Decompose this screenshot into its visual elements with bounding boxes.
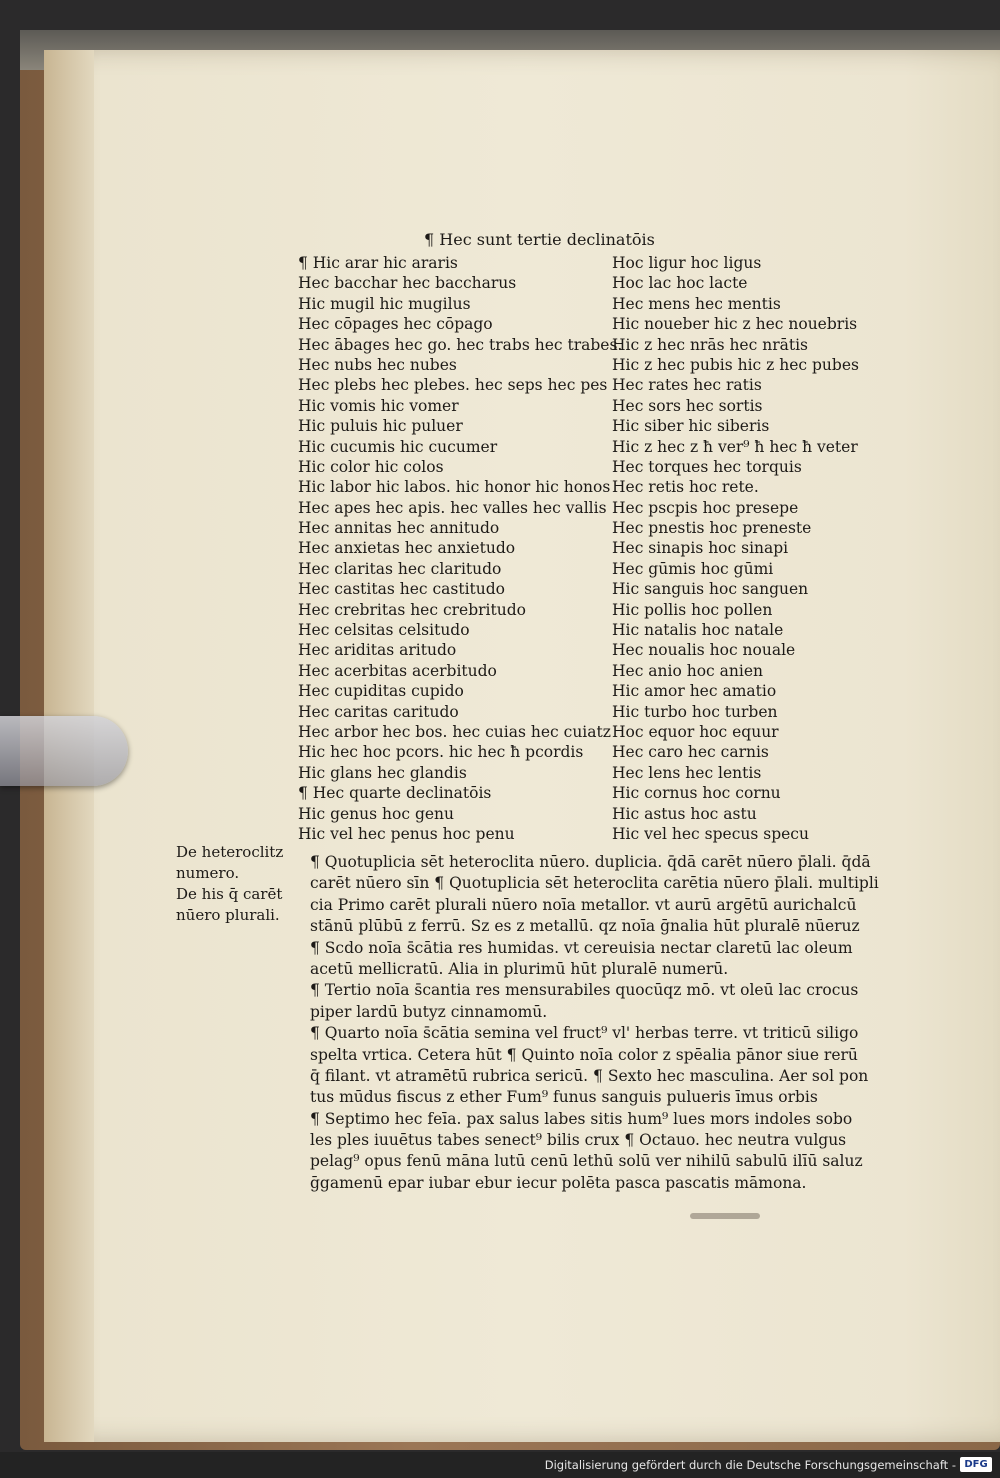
word-entry-left: Hec apes hec apis. hec valles hec vallis <box>298 498 607 517</box>
word-entry-left: Hec crebritas hec crebritudo <box>298 600 526 619</box>
word-entry-left: Hec caritas caritudo <box>298 702 459 721</box>
section-heading: ¶ Hec sunt tertie declinatōis <box>424 230 655 249</box>
prose-line: ḡgamenū epar iubar ebur iecur polēta pasca pascatis māmona. <box>310 1173 807 1192</box>
word-entry-right: Hic cornus hoc cornu <box>612 784 781 803</box>
word-entry-left: Hec plebs hec plebes. hec seps hec pes <box>298 376 608 395</box>
word-entry-left: Hec castitas hec castitudo <box>298 580 506 599</box>
word-entry-left: Hic hec hoc pcors. hic hec ħ pcordis <box>298 743 584 762</box>
prose-line: cia Primo carēt plurali nūero noīa metallor. vt aurū argētū aurichalcū <box>310 895 857 914</box>
prose-line: spelta vrtica. Cetera hūt ¶ Quinto noīa color z spēalia pānor siue rerū <box>310 1045 858 1064</box>
word-entry-right: Hec lens hec lentis <box>612 763 762 782</box>
word-entry-right: Hic amor hec amatio <box>612 682 777 701</box>
word-entry-right: Hec caro hec carnis <box>612 743 769 762</box>
word-entry-right: Hec mens hec mentis <box>612 294 781 313</box>
prose-line: stānū plūbū z ferrū. Sz es z metallū. qz noīa ḡnalia hūt pluralē nūeruz <box>310 917 860 936</box>
prose-line: carēt nūero sīn ¶ Quotuplicia sēt heteroclita carētia nūero p̄lali. multipli <box>310 874 879 893</box>
word-entry-right: Hic z hec nrās hec nrātis <box>612 335 808 354</box>
word-entry-right: Hic sanguis hoc sanguen <box>612 580 809 599</box>
word-entry-left: Hic genus hoc genu <box>298 804 455 823</box>
prose-line: q̄ filant. vt atramētū rubrica sericū. ¶ Sexto hec masculina. Aer sol pon <box>310 1066 869 1085</box>
word-entry-left: Hec nubs hec nubes <box>298 355 457 374</box>
prose-line: les ples iuuētus tabes senect⁹ bilis crux ¶ Octauo. hec neutra vulgus <box>310 1131 847 1150</box>
ink-smudge <box>690 1213 760 1219</box>
prose-line: ¶ Scdo noīa s̄cātia res humidas. vt cereuisia nectar claretū lac oleum <box>310 938 853 957</box>
word-entry-left: Hic color hic colos <box>298 457 444 476</box>
word-entry-right: Hic astus hoc astu <box>612 804 757 823</box>
word-entry-right: Hic siber hic siberis <box>612 417 770 436</box>
word-entry-right: Hec gūmis hoc gūmi <box>612 559 774 578</box>
word-entry-left: Hec arbor hec bos. hec cuias hec cuiatz <box>298 722 611 741</box>
prose-line: piper lardū butyz cinnamomū. <box>310 1002 548 1021</box>
word-entry-left: Hic labor hic labos. hic honor hic honos <box>298 478 611 497</box>
word-entry-left: Hec bacchar hec baccharus <box>298 274 517 293</box>
word-entry-left: Hec celsitas celsitudo <box>298 621 470 640</box>
word-entry-right: Hec torques hec torquis <box>612 457 802 476</box>
word-entry-right: Hoc lac hoc lacte <box>612 274 748 293</box>
word-entry-right: Hoc ligur hoc ligus <box>612 254 762 272</box>
word-entry-left: Hic cucumis hic cucumer <box>298 437 498 456</box>
prose-paragraph <box>310 852 900 1194</box>
word-entry-right: Hec pnestis hoc preneste <box>612 519 812 538</box>
word-entry-right: Hec pscpis hoc presepe <box>612 498 799 517</box>
word-entry-left: Hec claritas hec claritudo <box>298 559 502 578</box>
prose-line: ¶ Septimo hec feīa. pax salus labes sitis hum⁹ lues mors indoles sobo <box>310 1109 853 1128</box>
word-entry-right: Hec rates hec ratis <box>612 376 762 395</box>
word-entry-left: Hec anxietas hec anxietudo <box>298 539 516 558</box>
prose-line: acetū mellicratū. Alia in plurimū hūt pluralē numerū. <box>310 959 729 978</box>
funding-notice: Digitalisierung gefördert durch die Deutsche Forschungsgemeinschaft - <box>544 1458 956 1472</box>
word-entry-right: Hic z hec z ħ ver⁹ ħ hec ħ veter <box>612 437 858 456</box>
word-entry-left: Hic vel hec penus hoc penu <box>298 824 515 843</box>
margin-note: numero. <box>176 864 240 882</box>
footer-bar <box>0 1452 1000 1478</box>
word-entry-right: Hic pollis hoc pollen <box>612 600 773 619</box>
word-entry-right: Hic z hec pubis hic z hec pubes <box>612 355 859 374</box>
prose-line: ¶ Tertio noīa s̄cantia res mensurabiles quocūqz mō. vt oleū lac crocus <box>310 981 859 1000</box>
word-entry-right: Hic natalis hoc natale <box>612 621 784 640</box>
word-entry-right: Hic noueber hic z hec nouebris <box>612 315 858 334</box>
margin-note: nūero plurali. <box>176 906 280 924</box>
word-entry-left: Hic vomis hic vomer <box>298 396 459 415</box>
prose-line: ¶ Quotuplicia sēt heteroclita nūero. duplicia. q̄dā carēt nūero p̄lali. q̄dā <box>310 853 871 871</box>
margin-note: De his q̄ carēt <box>176 885 283 903</box>
word-entry-right: Hec noualis hoc nouale <box>612 641 796 660</box>
bookmark-clip <box>0 716 128 786</box>
word-entry-right: Hoc equor hoc equur <box>612 722 779 741</box>
word-entry-left: Hic glans hec glandis <box>298 763 467 782</box>
dfg-logo: DFG <box>960 1457 992 1472</box>
word-entry-right: Hec sinapis hoc sinapi <box>612 539 789 558</box>
word-entry-left: Hic puluis hic puluer <box>298 417 463 436</box>
word-entry-left: Hic mugil hic mugilus <box>298 294 471 313</box>
word-entry-left: Hec acerbitas acerbitudo <box>298 661 497 680</box>
word-entry-right: Hic vel hec specus specu <box>612 824 809 843</box>
word-entry-left: Hec cōpages hec cōpago <box>298 315 493 334</box>
word-list-right <box>612 254 902 845</box>
margin-notes <box>176 842 283 926</box>
prose-line: pelag⁹ opus fenū māna lutū cenū lethū solū ver nihilū sabulū ilīū saluz <box>310 1152 863 1171</box>
word-entry-left: ¶ Hic arar hic araris <box>298 254 458 272</box>
word-entry-left: Hec ābages hec go. hec trabs hec trabes. <box>298 335 623 354</box>
word-list-left <box>298 254 623 845</box>
word-entry-left: Hec ariditas aritudo <box>298 641 457 660</box>
word-entry-left: Hec cupiditas cupido <box>298 682 464 701</box>
word-entry-right: Hic turbo hoc turben <box>612 702 778 721</box>
prose-line: ¶ Quarto noīa s̄cātia semina vel fruct⁹ vl' herbas terre. vt triticū siligo <box>310 1024 859 1043</box>
margin-note: De heteroclitz <box>176 843 284 861</box>
word-entry-left: Hec annitas hec annitudo <box>298 519 500 538</box>
word-entry-left: ¶ Hec quarte declinatōis <box>298 784 492 803</box>
word-entry-right: Hec sors hec sortis <box>612 396 763 415</box>
word-entry-right: Hec anio hoc anien <box>612 661 763 680</box>
word-entry-right: Hec retis hoc rete. <box>612 478 759 497</box>
prose-line: tus mūdus fiscus z ether Fum⁹ funus sanguis pulueris īmus orbis <box>310 1088 818 1107</box>
